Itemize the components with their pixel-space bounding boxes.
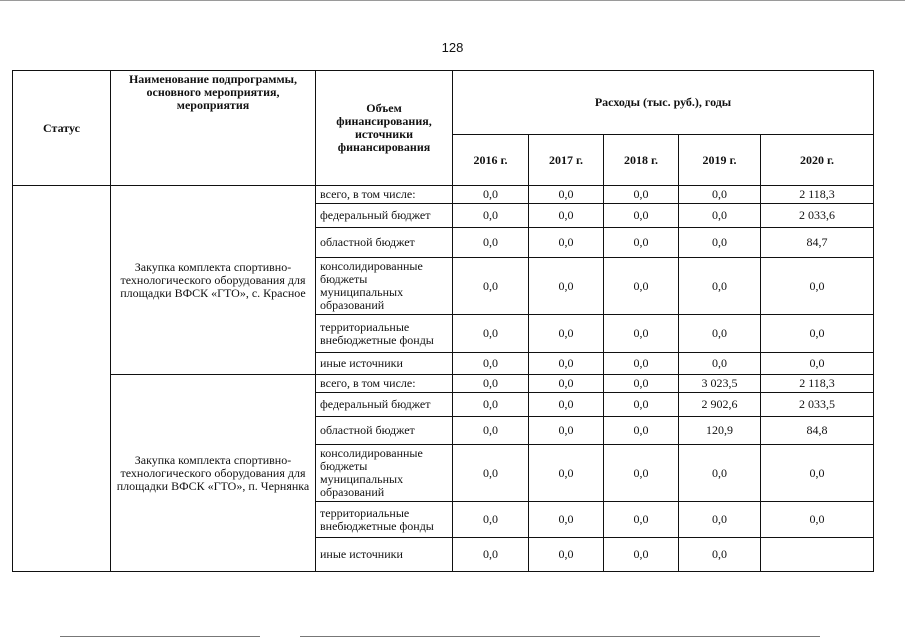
value-cell: 0,0	[453, 186, 529, 204]
financing-table	[12, 70, 874, 572]
value-cell: 0,0	[453, 375, 529, 393]
source-cell: иные источники	[316, 353, 453, 375]
value-cell: 0,0	[453, 258, 529, 315]
value-cell: 2 118,3	[761, 186, 874, 204]
footer-line-right	[300, 636, 820, 637]
value-cell: 0,0	[529, 204, 604, 228]
value-cell: 0,0	[679, 502, 761, 538]
value-cell: 0,0	[529, 186, 604, 204]
header-year-2019: 2019 г.	[679, 135, 761, 186]
value-cell: 2 033,5	[761, 393, 874, 417]
value-cell: 0,0	[529, 393, 604, 417]
value-cell: 0,0	[604, 538, 679, 572]
header-row-main	[13, 71, 874, 135]
top-edge-line	[0, 0, 905, 1]
value-cell: 0,0	[604, 353, 679, 375]
source-cell: всего, в том числе:	[316, 186, 453, 204]
source-cell: территориальные внебюджетные фонды	[316, 502, 453, 538]
value-cell: 0,0	[453, 204, 529, 228]
status-cell	[13, 186, 111, 572]
value-cell: 0,0	[529, 228, 604, 258]
page-number: 128	[441, 40, 464, 55]
header-volume: Объем финансирования, источники финансирования	[316, 71, 453, 186]
value-cell: 0,0	[529, 258, 604, 315]
table-row	[13, 186, 874, 204]
header-status: Статус	[13, 71, 111, 186]
value-cell: 0,0	[453, 445, 529, 502]
value-cell: 0,0	[761, 445, 874, 502]
value-cell: 0,0	[604, 445, 679, 502]
footer-line-left	[60, 636, 260, 637]
value-cell: 2 118,3	[761, 375, 874, 393]
source-cell: консолидированные бюджеты муниципальных образований	[316, 445, 453, 502]
value-cell: 0,0	[604, 228, 679, 258]
value-cell: 0,0	[604, 417, 679, 445]
value-cell: 0,0	[604, 258, 679, 315]
value-cell: 0,0	[679, 538, 761, 572]
value-cell: 3 023,5	[679, 375, 761, 393]
header-name: Наименование подпрограммы, основного мероприятия, мероприятия	[111, 71, 316, 186]
value-cell: 0,0	[529, 315, 604, 353]
value-cell: 2 033,6	[761, 204, 874, 228]
header-expenses: Расходы (тыс. руб.), годы	[453, 71, 874, 135]
value-cell: 0,0	[453, 502, 529, 538]
value-cell: 0,0	[604, 204, 679, 228]
value-cell: 0,0	[679, 315, 761, 353]
value-cell: 0,0	[529, 538, 604, 572]
value-cell: 0,0	[604, 315, 679, 353]
value-cell: 84,8	[761, 417, 874, 445]
value-cell: 0,0	[604, 502, 679, 538]
value-cell: 0,0	[761, 353, 874, 375]
value-cell: 0,0	[679, 228, 761, 258]
value-cell: 0,0	[604, 375, 679, 393]
value-cell: 0,0	[679, 445, 761, 502]
value-cell: 0,0	[453, 228, 529, 258]
source-cell: областной бюджет	[316, 228, 453, 258]
source-cell: всего, в том числе:	[316, 375, 453, 393]
header-year-2020: 2020 г.	[761, 135, 874, 186]
value-cell: 0,0	[679, 353, 761, 375]
value-cell: 0,0	[529, 375, 604, 393]
value-cell: 0,0	[453, 417, 529, 445]
value-cell: 0,0	[529, 445, 604, 502]
measure-name-krasnoe: Закупка комплекта спортивно-технологического оборудования для площадки ВФСК «ГТО», с. Красное	[111, 186, 316, 375]
measure-name-chernyanka: Закупка комплекта спортивно-технологического оборудования для площадки ВФСК «ГТО», п. Чернянка	[111, 375, 316, 572]
value-cell: 0,0	[453, 393, 529, 417]
header-year-2016: 2016 г.	[453, 135, 529, 186]
value-cell: 2 902,6	[679, 393, 761, 417]
value-cell: 0,0	[761, 315, 874, 353]
value-cell: 84,7	[761, 228, 874, 258]
value-cell: 0,0	[529, 353, 604, 375]
value-cell: 0,0	[761, 258, 874, 315]
value-cell: 0,0	[453, 353, 529, 375]
header-year-2018: 2018 г.	[604, 135, 679, 186]
table-row	[13, 375, 874, 393]
source-cell: федеральный бюджет	[316, 393, 453, 417]
header-year-2017: 2017 г.	[529, 135, 604, 186]
value-cell: 0,0	[604, 393, 679, 417]
source-cell: территориальные внебюджетные фонды	[316, 315, 453, 353]
source-cell: областной бюджет	[316, 417, 453, 445]
source-cell: иные источники	[316, 538, 453, 572]
value-cell: 0,0	[529, 417, 604, 445]
value-cell: 0,0	[604, 186, 679, 204]
value-cell: 0,0	[529, 502, 604, 538]
value-cell: 0,0	[679, 258, 761, 315]
source-cell: федеральный бюджет	[316, 204, 453, 228]
value-cell: 120,9	[679, 417, 761, 445]
source-cell: консолидированные бюджеты муниципальных образований	[316, 258, 453, 315]
value-cell: 0,0	[761, 502, 874, 538]
value-cell: 0,0	[679, 204, 761, 228]
value-cell	[761, 538, 874, 572]
value-cell: 0,0	[453, 315, 529, 353]
value-cell: 0,0	[453, 538, 529, 572]
value-cell: 0,0	[679, 186, 761, 204]
